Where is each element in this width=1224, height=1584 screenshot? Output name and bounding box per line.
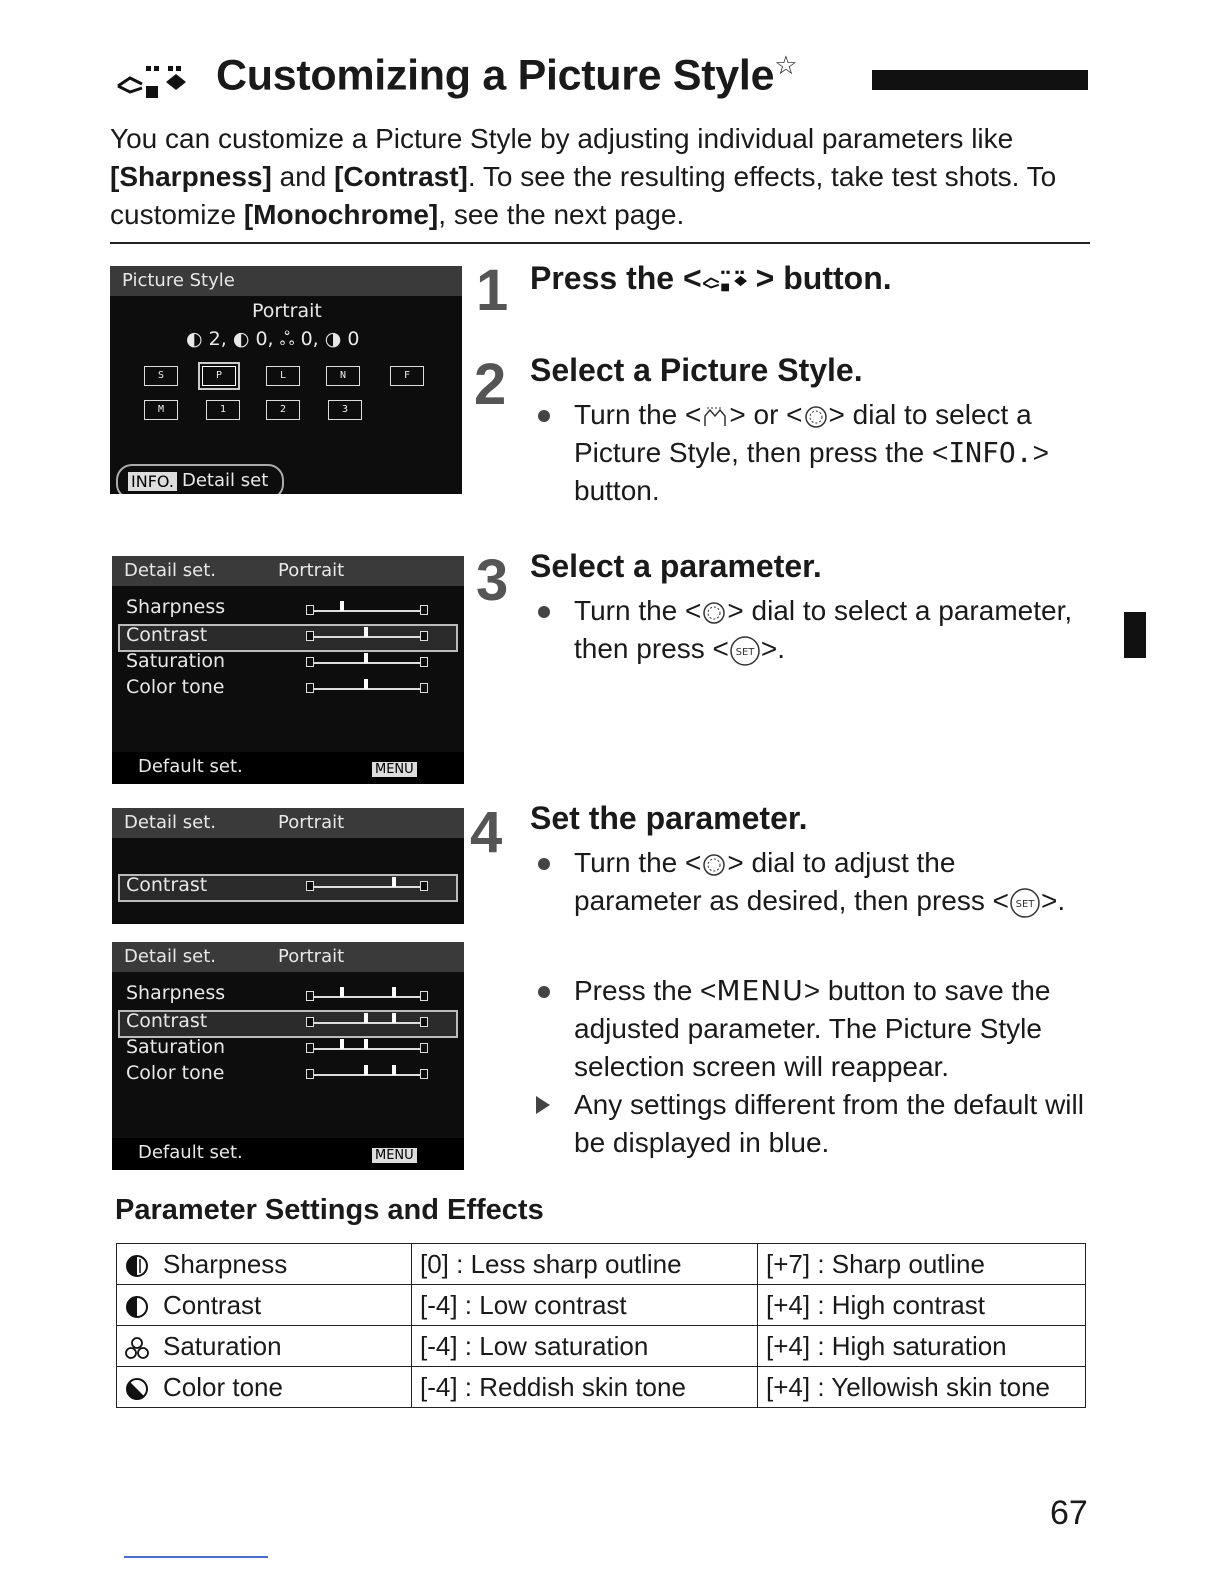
star-icon: ☆: [774, 50, 798, 80]
title-bar-decoration: [872, 70, 1088, 90]
step-4-bullet-2: Press the <MENU> button to save the adjusted parameter. The Picture Style selection screen will reappear.: [574, 972, 1090, 1086]
screen-header: Picture Style: [122, 270, 235, 291]
param-contrast: Contrast: [126, 874, 208, 896]
contrast-icon: [125, 1295, 149, 1319]
parameter-table: [116, 1243, 1086, 1408]
contrast-scale: [306, 1014, 428, 1032]
step-title-2: Select a Picture Style.: [530, 352, 863, 388]
info-key: INFO.: [128, 472, 177, 491]
step-title-1: Press the < > button.: [530, 260, 892, 296]
step-4-bullet-1: Turn the < > dial to adjust the parameter as desired, then press < SET >.: [574, 844, 1090, 920]
default-set-label: Default set.: [138, 1142, 243, 1163]
step-number-1: 1: [476, 258, 509, 323]
param-sharpness: Sharpness: [126, 596, 226, 618]
contrast-scale: [306, 878, 428, 896]
svg-text:SET: SET: [1015, 898, 1035, 910]
step-title-3: Select a parameter.: [530, 548, 822, 584]
style-box: N: [326, 366, 360, 386]
style-box: 3: [328, 400, 362, 420]
screen-contrast-adjust: [112, 808, 464, 924]
set-button-icon: [1009, 887, 1041, 919]
svg-text:SET: SET: [735, 646, 755, 658]
saturation-scale: [306, 1040, 428, 1058]
sharpness-scale: [306, 988, 428, 1006]
picture-style-icon: [116, 62, 200, 102]
intro-paragraph: You can customize a Picture Style by adjusting individual parameters like [Sharpness] and [Contrast]. To see the resulting effects, take test shots. To customize [Monochrome], see the next page.: [110, 123, 1057, 230]
param-sharpness: Sharpness: [126, 982, 226, 1004]
style-name: Portrait: [252, 300, 322, 322]
set-button-icon: [729, 635, 761, 667]
param-saturation: Saturation: [126, 650, 226, 672]
picture-style-icon: [702, 268, 756, 294]
color-tone-icon: [125, 1377, 149, 1401]
sharpness-icon: ◐: [186, 328, 209, 350]
menu-key: MENU: [372, 1148, 417, 1163]
quick-control-dial-icon: [803, 404, 829, 430]
style-name: Portrait: [278, 812, 345, 833]
page-number: 67: [1050, 1494, 1088, 1532]
step-2-bullet: Turn the < > or < > dial to select a Picture Style, then press the <INFO.> button.: [574, 396, 1090, 510]
footer-line: [124, 1556, 268, 1558]
table-row: Saturation [-4] : Low saturation [+4] : High saturation: [117, 1326, 1086, 1367]
detail-set-label: Detail set: [182, 470, 269, 491]
main-dial-icon: [701, 404, 729, 430]
color-tone-scale: [306, 1066, 428, 1084]
contrast-icon: ◐: [232, 328, 256, 350]
screen-detail-set-updated: [112, 942, 464, 1170]
step-3-bullet: Turn the < > dial to select a parameter, then press < SET >.: [574, 592, 1090, 668]
style-box: M: [144, 400, 178, 420]
sharpness-scale: [306, 602, 428, 620]
default-set-label: Default set.: [138, 756, 243, 777]
step-number-4: 4: [470, 800, 503, 865]
color-tone-icon: ◑: [324, 328, 348, 350]
quick-control-dial-icon: [701, 852, 727, 878]
table-row: Contrast [-4] : Low contrast [+4] : High contrast: [117, 1285, 1086, 1326]
contrast-scale: [306, 628, 428, 646]
step-title-4: Set the parameter.: [530, 800, 808, 836]
table-row: Color tone [-4] : Reddish skin tone [+4] : Yellowish skin tone: [117, 1367, 1086, 1408]
page-title: Customizing a Picture Style☆: [216, 50, 798, 100]
param-color-tone: Color tone: [126, 676, 225, 698]
quick-control-dial-icon: [701, 600, 727, 626]
screen-header: Detail set.: [124, 560, 216, 581]
screen-picture-style: [110, 266, 462, 494]
style-values: ◐ 2, ◐ 0, ஃ 0, ◑ 0: [186, 328, 360, 350]
param-color-tone: Color tone: [126, 1062, 225, 1084]
style-name: Portrait: [278, 560, 345, 581]
title-row: [112, 50, 1092, 110]
screen-header: Detail set.: [124, 812, 216, 833]
result-arrow-icon: [536, 1096, 550, 1114]
style-name: Portrait: [278, 946, 345, 967]
saturation-scale: [306, 654, 428, 672]
table-heading: Parameter Settings and Effects: [115, 1194, 544, 1226]
param-contrast: Contrast: [126, 1010, 208, 1032]
style-box: S: [144, 366, 178, 386]
section-tab-marker: [1124, 612, 1146, 658]
style-box-selected: P: [202, 366, 236, 386]
param-contrast: Contrast: [126, 624, 208, 646]
saturation-icon: ஃ: [279, 328, 301, 350]
screen-detail-set: [112, 556, 464, 784]
step-4-result: Any settings different from the default will be displayed in blue.: [574, 1086, 1090, 1162]
style-box: 1: [206, 400, 240, 420]
step-number-2: 2: [474, 352, 507, 417]
color-tone-scale: [306, 680, 428, 698]
screen-header: Detail set.: [124, 946, 216, 967]
param-saturation: Saturation: [126, 1036, 226, 1058]
saturation-icon: [125, 1336, 149, 1360]
divider: [110, 242, 1090, 244]
table-row: Sharpness [0] : Less sharp outline [+7] : Sharp outline: [117, 1244, 1086, 1285]
style-box: F: [390, 366, 424, 386]
menu-key: MENU: [372, 762, 417, 777]
sharpness-icon: [125, 1254, 149, 1278]
style-box: L: [266, 366, 300, 386]
step-number-3: 3: [476, 548, 509, 613]
style-box: 2: [266, 400, 300, 420]
